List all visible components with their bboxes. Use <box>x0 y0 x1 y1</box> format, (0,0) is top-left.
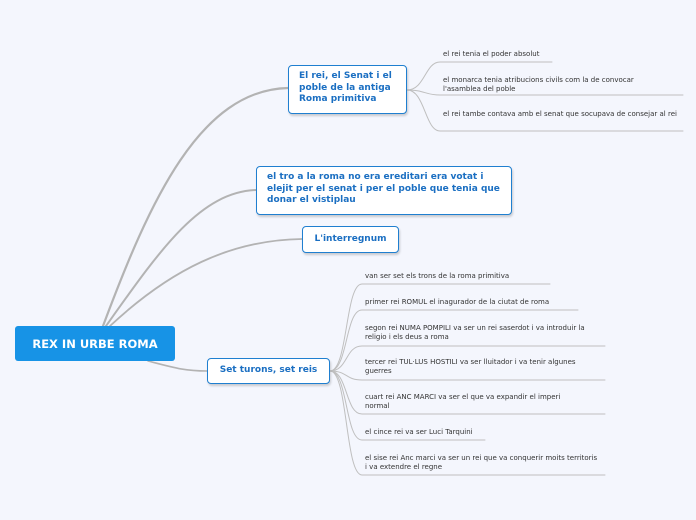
subtopic-senat-consell[interactable]: el rei tambe contava amb el senat que socupava de consejar al rei <box>443 110 677 118</box>
central-topic[interactable] <box>15 326 175 361</box>
subtopic-atribucions-civils[interactable]: el monarca tenia atribucions civils com la de convocar l'asamblea del poble <box>443 76 634 93</box>
topic-label: Set turons, set reis <box>219 365 318 376</box>
subtopic-sise-rei[interactable]: el sise rei Anc marci va ser un rei que va conquerir moits territoris i va extendre el regne <box>365 454 598 471</box>
topic-interregnum[interactable] <box>302 226 399 253</box>
link-root-topic-3 <box>110 239 302 326</box>
topic-set-turons-set-reis[interactable] <box>207 358 330 384</box>
topic-label: L'interregnum <box>314 233 387 244</box>
subtopic-tullus-hostili[interactable]: tercer rei TUL·LUS HOSTILI va ser lluitador i va tenir algunes guerres <box>365 358 576 375</box>
subtopic-set-trons[interactable]: van ser set els trons de la roma primitiva <box>365 272 510 280</box>
topic-tro-no-ereditari[interactable] <box>256 166 512 215</box>
link-root-topic-4 <box>148 361 207 371</box>
topic-label: El rei, el Senat i el poble de la antiga Roma primitiva <box>299 71 392 104</box>
topic-rei-senat-poble[interactable] <box>288 65 407 114</box>
link-root-topic-2 <box>106 190 256 326</box>
central-topic-label: REX IN URBE ROMA <box>32 336 158 351</box>
topic-label: el tro a la roma no era ereditari era votat i elejit per el senat i per el poble que tenia que donar el vistiplau <box>267 172 500 205</box>
subtopic-luci-tarquini[interactable]: el cince rei va ser Luci Tarquini <box>365 428 473 436</box>
subtopic-numa-pompili[interactable]: segon rei NUMA POMPILI va ser un rei saserdot i va introduir la religio i els deus a roma <box>365 324 585 341</box>
subtopic-anc-marci[interactable]: cuart rei ANC MARCI va ser el que va expandir el imperi normal <box>365 393 561 410</box>
subtopic-poder-absolut[interactable]: el rei tenia el poder absolut <box>443 50 540 58</box>
subtopic-romul[interactable]: primer rei ROMUL el inagurador de la ciutat de roma <box>365 298 550 306</box>
